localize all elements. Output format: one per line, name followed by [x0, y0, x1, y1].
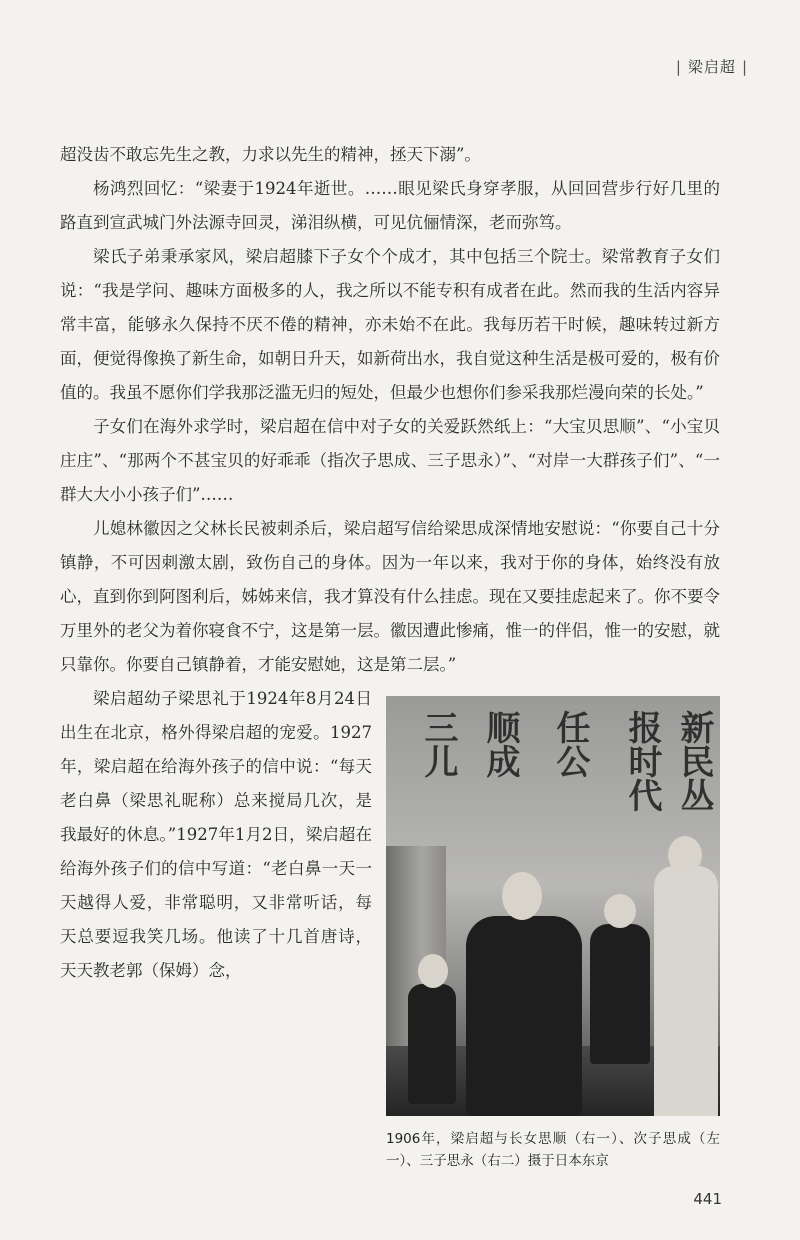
paragraph-continuation: 超没齿不敢忘先生之教，力求以先生的精神，拯天下溺”。 — [60, 145, 481, 164]
running-header-title: 梁启超 — [687, 58, 736, 76]
photo-head-father — [502, 872, 542, 920]
header-divider-left: | — [675, 58, 682, 76]
calligraphy-column-5: 三儿 — [418, 710, 458, 778]
calligraphy-column-1: 新民丛 — [674, 710, 714, 812]
photo-caption: 1906年，梁启超与长女思顺（右一）、次子思成（左一）、三子思永（右二）摄于日本东京 — [386, 1131, 720, 1169]
calligraphy-column-3: 任公 — [550, 710, 590, 778]
photo-head-daughter — [668, 836, 702, 874]
paragraph-letter-text: 儿媳林徽因之父林长民被刺杀后，梁启超写信给梁思成深情地安慰说：“你要自己十分镇静，不可因刺激太剧，致伤自己的身体。因为一年以来，我对于你的身体，始终没有放心，直到你到阿图利后，姊姊来信，我才算没有什么挂虑。现在又要挂虑起来了。你不要令万里外的老父为着你寝食不宁，这是第一层。徽因遭此惨痛，惟一的伴侣，惟一的安慰，就只靠你。你要自己镇静着，才能安慰她，这是第二层。” — [60, 519, 720, 674]
paragraph-youngest-son: 梁启超幼子梁思礼于1924年8月24日出生在北京，格外得梁启超的宠爱。1927年，梁启超在给海外孩子的信中说：“每天老白鼻（梁思礼昵称）总来搅局几次，是我最好的休息。”1927年1月2日，梁启超在给海外孩子们的信中写道：“老白鼻一天一天越得人爱，非常聪明，又非常听话，每天总要逗我笑几场。他读了十几首唐诗，天天教老郭（保姆）念， — [60, 689, 372, 980]
photo-figure-daughter — [654, 866, 718, 1116]
paragraph-letters-to-children: 子女们在海外求学时，梁启超在信中对子女的关爱跃然纸上：“大宝贝思顺”、“小宝贝庄庄”、“那两个不甚宝贝的好乖乖（指次子思成、三子思永）”、“对岸一大群孩子们”、“一群大大小小孩子们”…… — [60, 417, 720, 504]
photo-head-right-child — [604, 894, 636, 928]
page-number: 441 — [693, 1190, 722, 1208]
photo-figure-left-child — [408, 984, 456, 1104]
photo-figure-right-child — [590, 924, 650, 1064]
photo-figure — [386, 696, 720, 1172]
header-divider-right: | — [741, 58, 748, 76]
running-header — [670, 56, 754, 77]
paragraph-yang-recollection: 杨鸿烈回忆：“梁妻于1924年逝世。……眼见梁氏身穿孝服，从回回营步行好几里的路直到宣武城门外法源寺回灵，涕泪纵横，可见伉俪情深，老而弥笃。 — [60, 179, 720, 232]
calligraphy-column-2: 报时代 — [622, 710, 662, 812]
calligraphy-inscription — [386, 704, 720, 854]
photo-figure-father — [466, 916, 582, 1116]
calligraphy-column-4: 顺成 — [480, 710, 520, 778]
paragraph-letter-to-sicheng — [60, 512, 720, 682]
historical-photo — [386, 696, 720, 1116]
photo-head-left-child — [418, 954, 448, 988]
body-text — [60, 138, 720, 1178]
paragraph-family-tradition: 梁氏子弟秉承家风，梁启超膝下子女个个成才，其中包括三个院士。梁常教育子女们说：“我是学问、趣味方面极多的人，我之所以不能专积有成者在此。然而我的生活内容异常丰富，能够永久保持不厌不倦的精神，亦未始不在此。我每历若干时候，趣味转过新方面，便觉得像换了新生命，如朝日升天，如新荷出水，我自觉这种生活是极可爱的，极有价值的。我虽不愿你们学我那泛滥无归的短处，但最少也想你们参采我那烂漫向荣的长处。” — [60, 247, 720, 402]
